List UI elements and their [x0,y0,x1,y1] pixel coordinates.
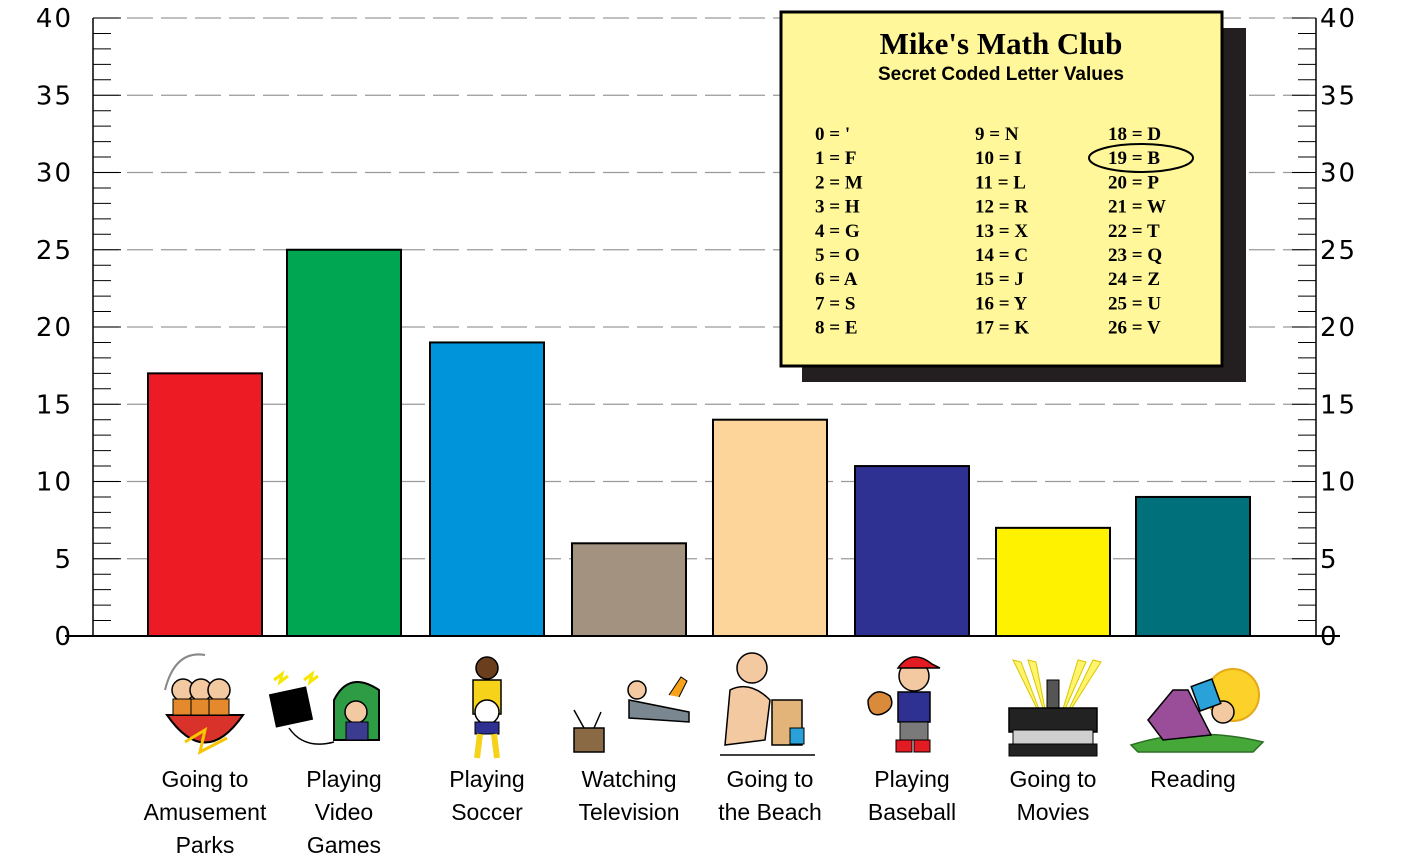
code-key-entry: 23 = Q [1108,245,1163,266]
code-key-entry: 18 = D [1108,124,1162,145]
code-key-entry: 1 = F [815,148,857,170]
y-tick-label-right: 5 [1320,544,1339,575]
category-label: Playing Baseball [867,766,957,825]
code-key-entry: 21 = W [1108,196,1166,218]
category-icons [165,653,1263,758]
y-tick-label-right: 15 [1320,390,1358,421]
code-key-entry: 17 = K [975,317,1030,339]
code-key-entry: 11 = L [975,172,1026,194]
category-label: Watching Television [578,766,680,825]
y-tick-label-right: 40 [1320,4,1358,34]
bar [713,420,827,636]
code-key-entry: 8 = E [815,317,858,339]
hollywood-movies-sign-icon [1009,660,1101,756]
y-tick-label-right: 0 [1320,622,1339,652]
code-key-entry: 3 = H [815,196,860,218]
code-key-entry: 9 = N [975,124,1019,145]
bar [996,528,1110,636]
category-label: Going to the Beach [718,766,822,825]
y-tick-label-left: 0 [54,622,73,652]
y-tick-label-left: 40 [35,4,73,34]
code-key-entry: 15 = J [975,269,1024,291]
code-key-entry: 6 = A [815,269,858,291]
y-tick-label-right: 10 [1320,467,1358,498]
bar [855,466,969,636]
code-key-entry: 10 = I [975,148,1022,170]
soccer-player-icon [473,657,501,758]
code-key-entry: 16 = Y [975,293,1028,315]
code-key-entry: 26 = V [1108,317,1161,339]
y-tick-label-left: 30 [35,158,73,189]
code-key-panel [781,12,1246,382]
bar [1136,497,1250,636]
category-label: Playing Video Games [306,766,382,858]
video-game-player-icon [269,674,379,744]
y-tick-label-left: 20 [35,313,73,343]
reader-icon [1131,669,1263,752]
y-tick-label-right: 25 [1320,235,1358,266]
y-tick-label-left: 35 [35,81,73,112]
code-key-entry: 0 = ' [815,124,851,145]
category-labels [144,766,1236,858]
baseball-player-icon [868,657,940,752]
y-tick-label-right: 30 [1320,158,1358,189]
y-tick-label-left: 15 [35,390,73,421]
code-key-entry: 22 = T [1108,220,1160,242]
bar [287,250,401,636]
sandcastle-builder-icon [720,653,815,755]
code-key-entry: 14 = C [975,245,1029,266]
bar [430,342,544,636]
code-key-entry: 25 = U [1108,293,1162,315]
y-tick-label-right: 35 [1320,81,1358,112]
bar [572,543,686,636]
category-label: Going to Movies [1009,766,1097,825]
y-tick-label-left: 5 [54,544,73,575]
code-key-entry: 13 = X [975,220,1029,242]
code-key-entry: 12 = R [975,196,1029,218]
code-key-entry: 24 = Z [1108,269,1160,291]
y-tick-label-left: 10 [35,467,73,498]
code-key-entry: 20 = P [1108,172,1159,194]
y-tick-label-right: 20 [1320,313,1358,343]
code-key-subtitle: Secret Coded Letter Values [877,64,1125,85]
category-label: Reading [1150,766,1236,792]
category-label: Playing Soccer [449,766,525,825]
code-key-entry: 19 = B [1108,148,1160,170]
code-key-entry: 2 = M [815,172,863,194]
bar [148,373,262,636]
code-key-entry: 7 = S [815,293,856,315]
category-label: Going to Amusement Parks [143,766,267,858]
roller-coaster-riders-icon [165,654,243,752]
tv-watcher-icon [574,677,689,752]
code-key-entry: 4 = G [815,220,860,242]
y-tick-label-left: 25 [35,235,73,266]
code-key-title: Mike's Math Club [879,26,1123,61]
code-key-entry: 5 = O [815,245,860,266]
